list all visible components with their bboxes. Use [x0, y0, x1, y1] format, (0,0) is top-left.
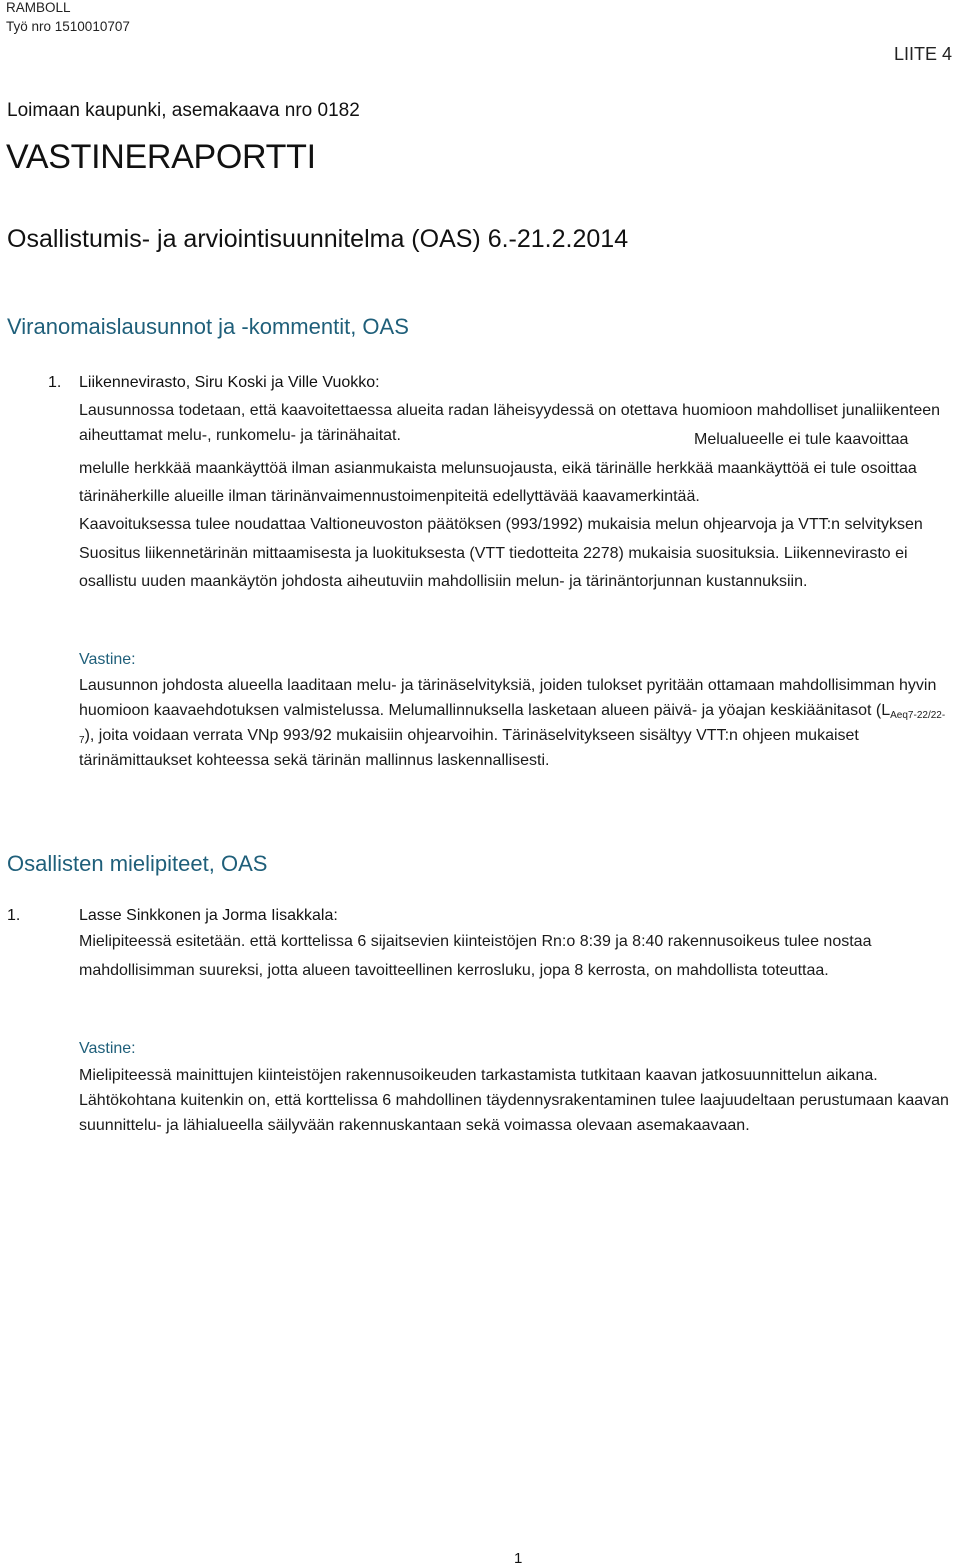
vastine-label: Vastine:	[79, 651, 136, 668]
page-title: VASTINERAPORTTI	[6, 138, 316, 176]
item-number: 1.	[48, 374, 62, 391]
vastine-text	[79, 1063, 959, 1138]
statement-paragraph-c	[79, 511, 959, 597]
appendix-label: LIITE 4	[893, 44, 952, 64]
vastine-part-b: ), joita voidaan verrata VNp 993/92 mukaisiin ohjearvoihin. Tärinäselvitykseen sisältyy VTT:n ohjeen mukaiset tärinämittaukset kohteessa sekä tärinän mallinnus laskennallisesti.	[79, 727, 859, 769]
item-title: Liikennevirasto, Siru Koski ja Ville Vuokko:	[79, 374, 380, 391]
document-subtitle: Loimaan kaupunki, asemakaava nro 0182	[7, 100, 360, 121]
item-title: Lasse Sinkkonen ja Jorma Iisakkala:	[79, 907, 338, 924]
statement-paragraph-b	[79, 426, 959, 512]
page-number: 1	[514, 1550, 523, 1567]
section-heading-authorities: Viranomaislausunnot ja -kommentit, OAS	[7, 314, 409, 339]
statement-text-c	[79, 511, 959, 597]
vastine-part-a: Lausunnon johdosta alueella laaditaan melu- ja tärinäselvityksiä, joiden tulokset pyritään ottamaan mahdollisimman hyvin huomioon kaavaehdotuksen valmistelussa. Melumallinnuksella lasketaan alueen päivä- ja yöajan keskiäänitasot (L	[79, 677, 937, 719]
item-number: 1.	[7, 907, 21, 924]
statement-part-b: Melualueelle ei tule kaavoittaa melulle herkkää maankäyttöä ilman asianmukaista melunsuojausta, eikä tärinälle herkkää maankäyttöä ei tule osoittaa tärinäherkille alueille ilman tärinänvaimennustoimenpiteitä edellyttävää kaavamerkintää.	[79, 431, 917, 506]
vastine-paragraph: Mielipiteessä mainittujen kiinteistöjen rakennusoikeuden tarkastamista tutkitaan kaavan jatkosuunnittelun aikana. Lähtökohtana kuitenkin on, että korttelissa 6 mahdollinen täydennysrakentaminen tulee laajuudeltaan perustumaan kaavan suunnittelu- ja lähialueella säilyvään rakennuskantaan sekä voimassa olevaan asemakaavaan.	[79, 1067, 949, 1134]
opinion-paragraph: Mielipiteessä esitetään. että korttelissa 6 sijaitsevien kiinteistöjen Rn:o 8:39 ja 8:40 rakennusoikeus tulee nostaa mahdollisimman suureksi, jotta alueen tavoitteellinen kerrosluku, jopa 8 kerrosta, on mahdollista toteuttaa.	[79, 933, 872, 979]
statement-text-continued	[79, 426, 959, 512]
company-name: RAMBOLL	[6, 0, 71, 15]
vastine-subscript: Aeq7-22/22-7	[79, 710, 946, 746]
statement-part-c: Kaavoituksessa tulee noudattaa Valtioneuvoston päätöksen (993/1992) mukaisia melun ohjearvoja ja VTT:n selvityksen Suositus liikennetärinän mittaamisesta ja luokituksesta (VTT tiedotteita 2278) mukaisia suosituksia. Liikennevirasto ei osallistu uuden maankäytön johdosta aiheutuviin mahdollisiin melun- ja tärinäntorjunnan kustannuksiin.	[79, 516, 923, 591]
statement-part-a: Lausunnossa todetaan, että kaavoitettaessa alueita radan läheisyydessä on otettava huomioon mahdolliset junaliikenteen aiheuttamat melu-, runkomelu- ja tärinähaitat.	[79, 402, 941, 444]
vastine-text	[79, 673, 959, 773]
oas-title: Osallistumis- ja arviointisuunnitelma (OAS) 6.-21.2.2014	[7, 225, 629, 253]
vastine-paragraph	[79, 673, 959, 773]
opinion-text	[79, 928, 959, 985]
section-heading-opinions: Osallisten mielipiteet, OAS	[7, 851, 268, 876]
vastine-label: Vastine:	[79, 1040, 136, 1057]
work-number: Työ nro 1510010707	[6, 19, 130, 34]
